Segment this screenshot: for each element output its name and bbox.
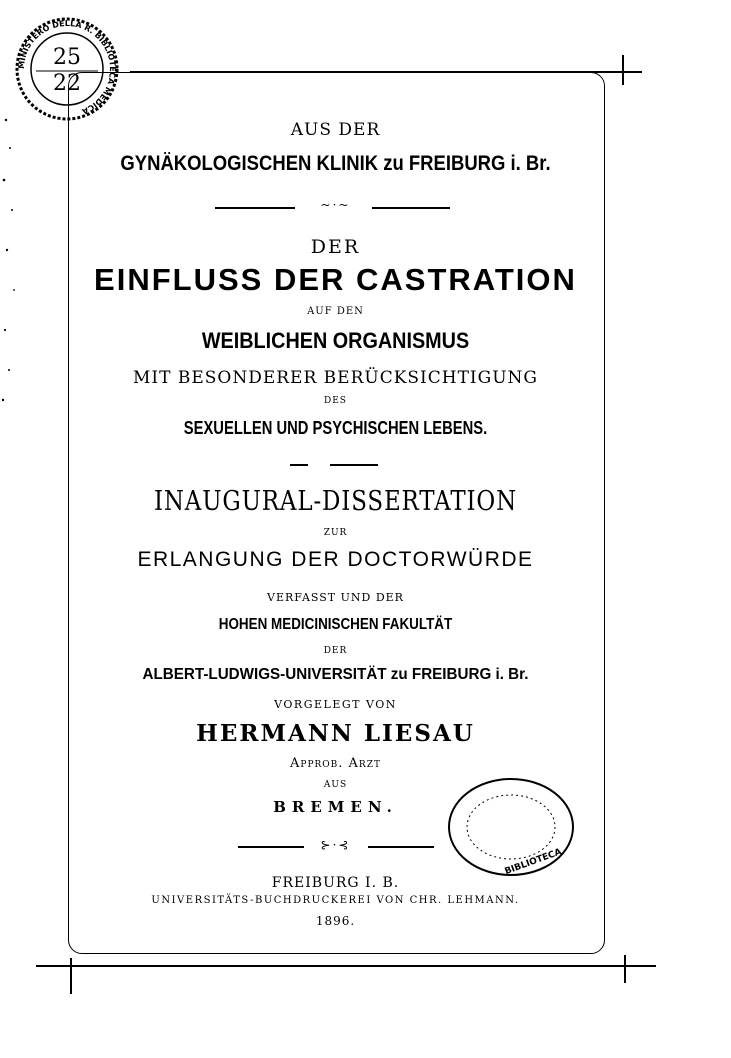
- divider-ornament: ~·~: [320, 198, 351, 212]
- title-des: DES: [324, 396, 347, 406]
- bottom-tick-left: [70, 958, 72, 994]
- heading-line1: AUS DER: [290, 120, 381, 140]
- dissertation-universitaet: ALBERT-LUDWIGS-UNIVERSITÄT zu FREIBURG i. Br.: [142, 666, 529, 683]
- title-sexual: SEXUELLEN UND PSYCHISCHEN LEBENS.: [183, 418, 488, 438]
- title-organism: WEIBLICHEN ORGANISMUS: [201, 328, 470, 353]
- top-tick: [622, 55, 624, 85]
- author-name: HERMANN LIESAU: [196, 720, 475, 747]
- author-aus: AUS: [323, 780, 348, 790]
- dissertation-erlangung: ERLANGUNG DER DOCTORWÜRDE: [137, 548, 534, 571]
- title-main: EINFLUSS DER CASTRATION: [94, 262, 577, 297]
- dissertation-title: INAUGURAL-DISSERTATION: [153, 486, 518, 517]
- dissertation-fakultaet: HOHEN MEDICINISCHEN FAKULTÄT: [218, 616, 453, 633]
- imprint-printer: UNIVERSITÄTS-BUCHDRUCKEREI VON CHR. LEHMANN.: [151, 895, 520, 906]
- dissertation-verfasst: VERFASST UND DER: [267, 591, 404, 604]
- divider2-right: [330, 464, 378, 466]
- divider3-ornament: ⊱·⊰: [320, 838, 351, 852]
- stamp-number-top: 25: [53, 45, 81, 70]
- oval-stamp-text: BIBLIOTECA: [503, 847, 564, 878]
- title-auf-den: AUF DEN: [307, 306, 364, 317]
- scan-edge-marks: [0, 100, 30, 420]
- stamp-number-bottom: 22: [53, 71, 81, 96]
- divider2-left: [290, 464, 308, 466]
- imprint-year: 1896.: [315, 914, 356, 928]
- divider3-right: [368, 846, 434, 848]
- title-der: DER: [310, 236, 361, 258]
- bottom-rule: [36, 965, 656, 967]
- dissertation-zur: ZUR: [323, 528, 348, 538]
- library-oval-stamp: [446, 776, 576, 878]
- title-mit: MIT BESONDERER BERÜCKSICHTIGUNG: [132, 368, 539, 388]
- dissertation-vorgelegt: VORGELEGT VON: [274, 698, 397, 711]
- author-title: Approb. Arzt: [290, 756, 381, 771]
- dissertation-der: DER: [323, 646, 348, 656]
- bottom-tick-right: [624, 955, 626, 983]
- stamp-ring-text: MINISTERO DELLA R. BIBLIOTECA MEDICA: [16, 18, 118, 117]
- heading-line2: GYNÄKOLOGISCHEN KLINIK zu FREIBURG i. Br.: [120, 152, 551, 175]
- imprint-place: FREIBURG I. B.: [271, 875, 400, 891]
- divider-right: [372, 207, 450, 209]
- author-city: BREMEN.: [273, 798, 398, 816]
